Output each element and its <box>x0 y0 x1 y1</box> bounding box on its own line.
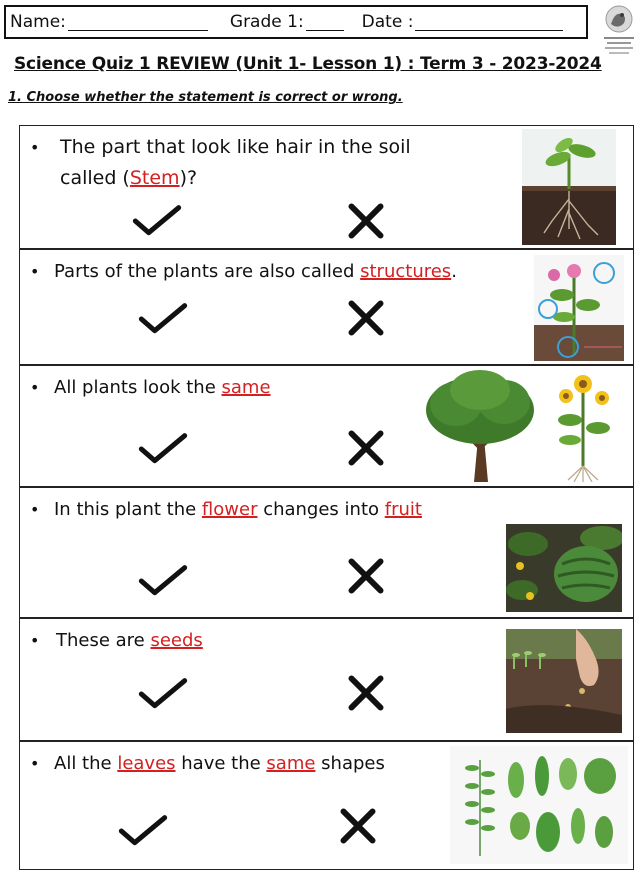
cross-mark-icon[interactable] <box>346 428 386 468</box>
question-3 <box>19 365 634 487</box>
keyword: leaves <box>117 753 176 774</box>
question-2-statement: • Parts of the plants are also called structures. <box>30 256 457 287</box>
school-logo-icon <box>600 4 638 56</box>
check-mark-icon[interactable] <box>138 677 188 711</box>
student-info-box <box>4 5 588 39</box>
bullet: • <box>30 754 40 773</box>
question-6 <box>19 741 634 870</box>
check-mark-icon[interactable] <box>138 432 188 466</box>
question-6-statement: • All the leaves have the same shapes <box>30 748 385 779</box>
leaves-collection-image <box>450 746 628 864</box>
check-mark-icon[interactable] <box>138 302 188 336</box>
plant-roots-image <box>522 129 616 245</box>
tree-image <box>422 368 538 482</box>
question-1 <box>19 125 634 249</box>
keyword: Stem <box>129 167 180 189</box>
question-5-statement: • These are seeds <box>30 625 203 656</box>
bullet: • <box>30 138 40 157</box>
question-1-statement: • The part that look like hair in the soil called (Stem)? <box>30 132 411 194</box>
question-3-statement: • All plants look the same <box>30 372 271 403</box>
page-title: Science Quiz 1 REVIEW (Unit 1- Lesson 1) : Term 3 - 2023-2024 <box>14 54 602 74</box>
question-4-statement: • In this plant the flower changes into fruit <box>30 494 422 525</box>
question-4 <box>19 487 634 618</box>
check-mark-icon[interactable] <box>118 814 168 848</box>
bullet: • <box>30 378 40 397</box>
seeds-planting-image <box>506 629 622 733</box>
instruction-text: 1. Choose whether the statement is correct or wrong. <box>8 90 403 105</box>
date-label: Date : <box>361 12 414 32</box>
name-field[interactable] <box>10 12 208 32</box>
plant-structures-image <box>534 255 624 361</box>
sunflower-plant-image <box>544 370 622 482</box>
name-label: Name: <box>10 12 66 32</box>
keyword: structures <box>360 261 452 282</box>
bullet: • <box>30 631 40 650</box>
bullet: • <box>30 500 40 519</box>
keyword: flower <box>201 499 258 520</box>
check-mark-icon[interactable] <box>138 564 188 598</box>
cross-mark-icon[interactable] <box>346 298 386 338</box>
grade-line[interactable] <box>306 14 344 31</box>
grade-field[interactable] <box>230 12 344 32</box>
name-line[interactable] <box>68 14 208 31</box>
cross-mark-icon[interactable] <box>346 556 386 596</box>
cross-mark-icon[interactable] <box>346 673 386 713</box>
grade-label: Grade 1: <box>229 12 304 32</box>
question-2 <box>19 249 634 365</box>
cross-mark-icon[interactable] <box>338 806 378 846</box>
date-field[interactable] <box>362 12 564 32</box>
keyword: seeds <box>150 630 203 651</box>
watermelon-plant-image <box>506 524 622 612</box>
keyword: fruit <box>384 499 422 520</box>
question-5 <box>19 618 634 741</box>
check-mark-icon[interactable] <box>132 204 182 238</box>
cross-mark-icon[interactable] <box>346 201 386 241</box>
date-line[interactable] <box>415 14 563 31</box>
keyword: same <box>221 377 271 398</box>
bullet: • <box>30 262 40 281</box>
keyword: same <box>266 753 316 774</box>
